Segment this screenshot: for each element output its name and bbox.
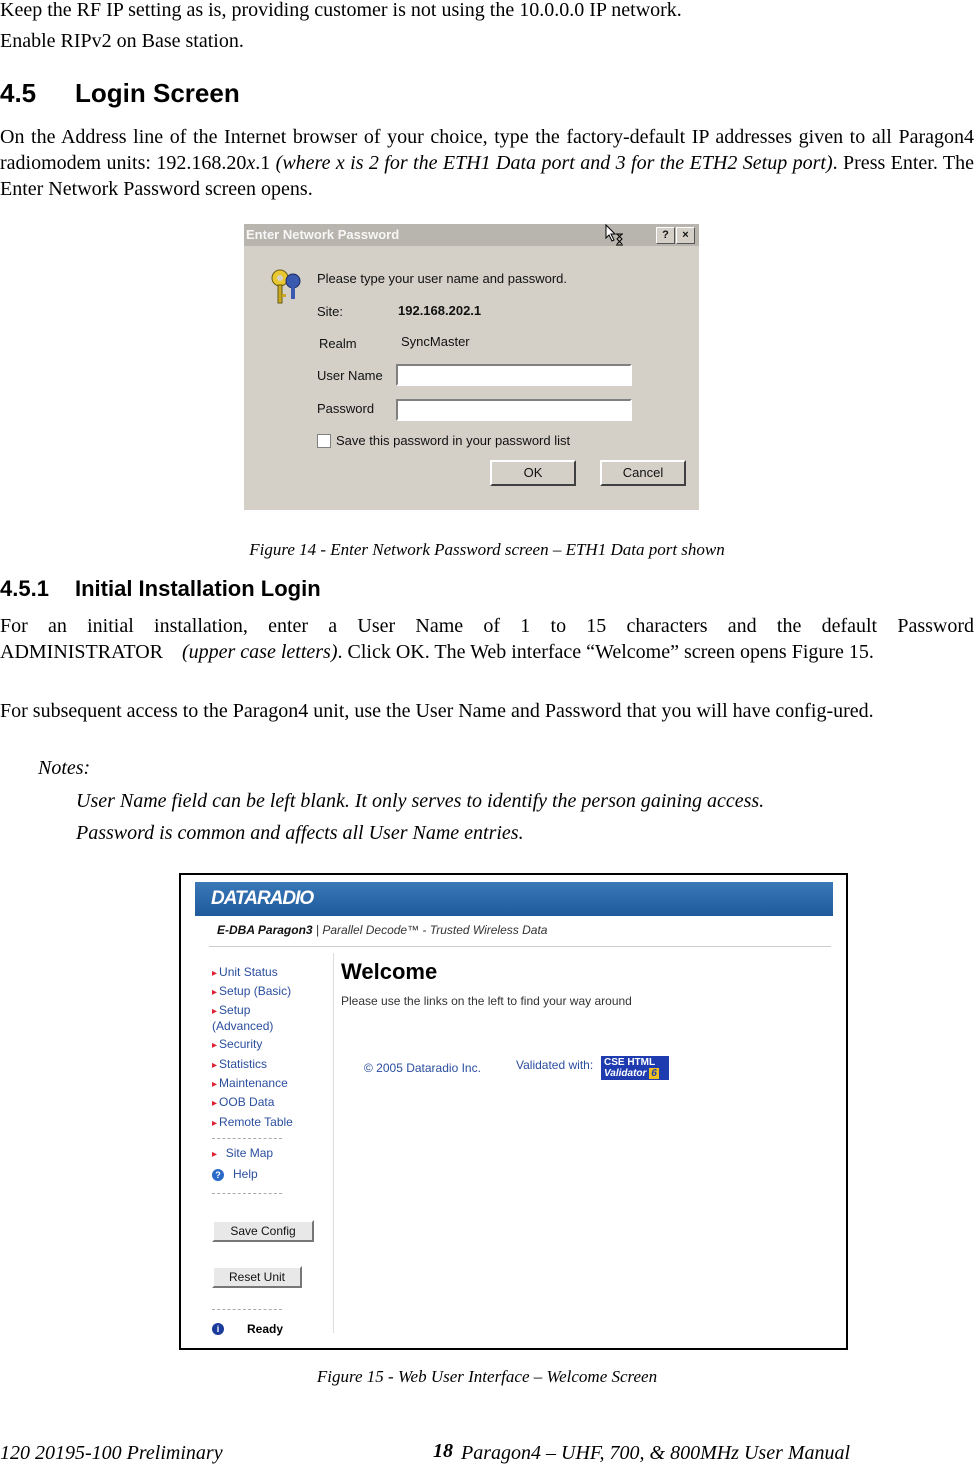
validator-badge-number: 6 [651, 1068, 657, 1079]
nav-statistics[interactable]: ▸ Statistics [212, 1057, 267, 1073]
copyright-link[interactable]: © 2005 Dataradio Inc. [364, 1061, 481, 1075]
help-icon: ? [212, 1169, 224, 1181]
site-label: Site: [317, 304, 344, 319]
password-input[interactable] [396, 399, 632, 421]
footer-right: Paragon4 – UHF, 700, & 800MHz User Manual [461, 1442, 851, 1464]
info-icon: i [212, 1323, 224, 1335]
username-input[interactable] [396, 364, 632, 386]
nav-separator [212, 1138, 282, 1140]
initial-text-2: . Click OK. The Web interface “Welcome” screen opens Figure 15. [337, 641, 874, 663]
save-password-label: Save this password in your password list [336, 433, 571, 448]
nav-maintenance[interactable]: ▸ Maintenance [212, 1076, 288, 1092]
enter-network-password-dialog [244, 224, 699, 510]
nav-setup-advanced[interactable]: ▸ Setup (Advanced) [212, 1003, 292, 1033]
subsection-number: 4.5.1 [0, 576, 49, 601]
section-heading-4-5 [0, 78, 240, 109]
initial-install-paragraph [0, 613, 974, 665]
nav-unit-status[interactable]: ▸ Unit Status [212, 965, 278, 981]
realm-value: SyncMaster [401, 334, 470, 349]
cursor-busy-icon [604, 224, 624, 246]
welcome-text: Please use the links on the left to find your way around [341, 994, 632, 1008]
password-label: Password [317, 401, 375, 416]
section-heading-4-5-1 [0, 576, 321, 602]
validator-badge-bottom: Validator 6 [604, 1068, 657, 1079]
site-map-label: Site Map [225, 1146, 274, 1160]
subsection-title: Initial Installation Login [75, 576, 321, 601]
nav-remote-table[interactable]: ▸ Remote Table [212, 1115, 293, 1131]
section-number: 4.5 [0, 78, 37, 108]
validator-badge-top: CSE HTML [604, 1057, 656, 1068]
header-divider [209, 946, 831, 947]
status-text: Ready [247, 1322, 284, 1336]
intro-line-1: Keep the RF IP setting as is, providing customer is not using the 10.0.0.0 IP network. [0, 0, 682, 21]
note-2: Password is common and affects all User Name entries. [76, 822, 524, 844]
save-password-checkbox[interactable] [317, 434, 331, 448]
address-text-2: .1 [255, 152, 276, 174]
site-value: 192.168.202.1 [398, 303, 482, 318]
address-x: x [246, 152, 256, 174]
dialog-title: Enter Network Password [246, 227, 400, 242]
address-paragraph [0, 124, 974, 202]
username-label: User Name [317, 368, 383, 383]
dataradio-logo: DATARADIO [211, 888, 314, 909]
nav-setup-basic[interactable]: ▸ Setup (Basic) [212, 984, 291, 1000]
note-1: User Name field can be left blank. It only serves to identify the person gaining access. [76, 790, 765, 812]
initial-text-1: For an initial installation, enter a User Name of 1 to 15 characters and the default Password ADMINISTRATOR [0, 615, 974, 663]
product-subtitle [217, 923, 547, 937]
address-italic: (where x is 2 for the ETH1 Data port and 3 for the ETH2 Setup port) [275, 152, 833, 174]
cancel-button[interactable]: Cancel [600, 460, 686, 486]
nav-divider [333, 953, 334, 1333]
ok-button[interactable]: OK [490, 460, 576, 486]
initial-italic: (upper case letters) [181, 641, 338, 663]
page-number: 18 [433, 1440, 453, 1462]
figure-14-caption: Figure 14 - Enter Network Password screen – ETH1 Data port shown [249, 540, 725, 559]
figure-15-caption: Figure 15 - Web User Interface – Welcome Screen [316, 1367, 658, 1386]
help-button[interactable]: ? [656, 227, 675, 244]
nav-separator-2 [212, 1193, 282, 1195]
intro-line-2: Enable RIPv2 on Base station. [0, 30, 244, 52]
nav-separator-3 [212, 1309, 282, 1311]
validated-label: Validated with: [516, 1058, 594, 1072]
product-name: E-DBA Paragon3 [217, 923, 313, 937]
save-config-button[interactable]: Save Config [212, 1220, 314, 1242]
close-button[interactable]: × [676, 227, 695, 244]
header-banner [195, 882, 833, 916]
nav-oob-data[interactable]: ▸ OOB Data [212, 1095, 274, 1111]
web-ui-screenshot [179, 873, 848, 1350]
nav-security[interactable]: ▸ Security [212, 1037, 262, 1053]
reset-unit-button[interactable]: Reset Unit [212, 1266, 302, 1288]
notes-heading: Notes: [38, 757, 91, 779]
nav-site-map[interactable] [212, 1146, 273, 1162]
address-text-3: . Press Enter. The Enter Network Password screen opens. [0, 152, 974, 200]
product-tagline: | Parallel Decode™ - Trusted Wireless Data [315, 923, 548, 937]
section-title: Login Screen [75, 78, 240, 108]
subsequent-paragraph: For subsequent access to the Paragon4 unit, use the User Name and Password that you will have config-ured. [0, 700, 874, 722]
dialog-prompt: Please type your user name and password. [317, 271, 568, 286]
footer-left: 120 20195-100 Preliminary [0, 1442, 223, 1464]
dialog-titlebar [244, 224, 699, 246]
welcome-title: Welcome [341, 959, 438, 984]
nav-help[interactable]: Help [233, 1167, 258, 1181]
keys-icon [268, 266, 304, 308]
html-validator-badge[interactable] [601, 1056, 669, 1080]
address-text-1: On the Address line of the Internet browser of your choice, type the factory-default IP addresses given to all Paragon4 radiomodem units: 192.168.20 [0, 126, 974, 174]
realm-label: Realm [319, 336, 357, 351]
